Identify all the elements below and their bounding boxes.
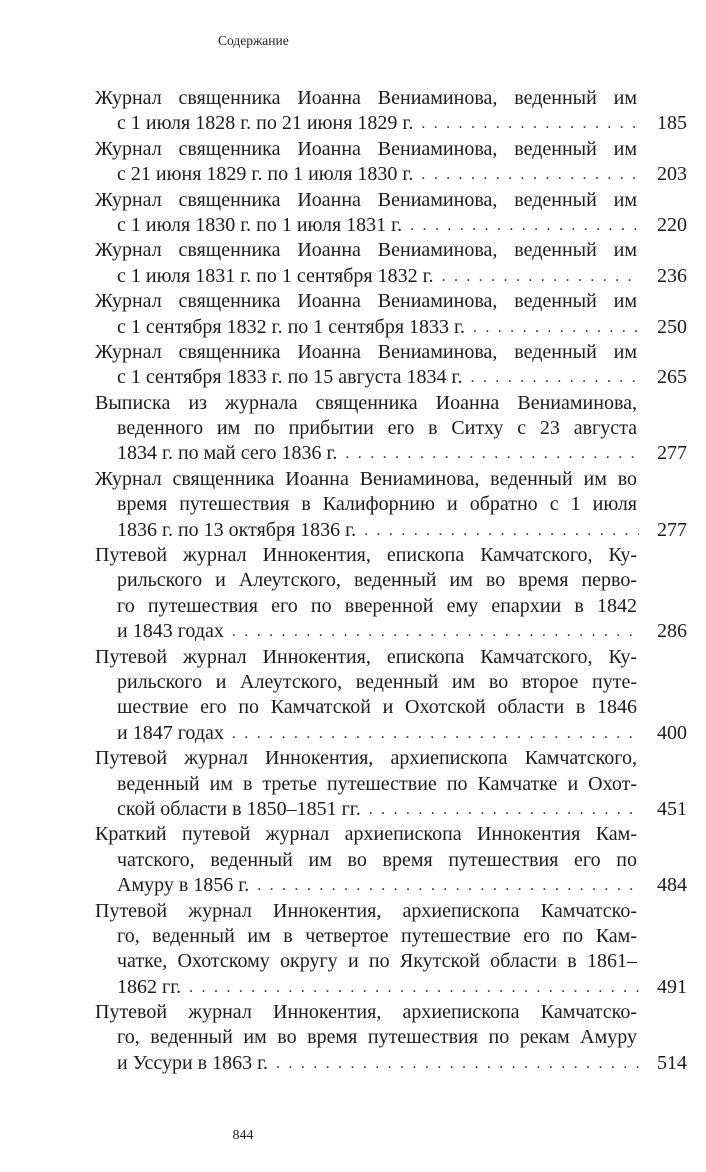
toc-entry[interactable] <box>95 822 687 898</box>
toc-entry-title-line: Краткий путевой журнал архиепископа Иннокентия Кам- <box>95 823 637 846</box>
toc-entry-last-line <box>95 162 687 187</box>
toc-entry[interactable] <box>95 188 687 239</box>
toc-entry-page-number: 250 <box>657 315 687 338</box>
toc-entry-page-number: 236 <box>657 264 687 287</box>
toc-entry-title-line: рильского и Алеутского, веденный им во второе путе- <box>117 670 637 693</box>
toc-entry-title-line: Путевой журнал Иннокентия, епископа Камчатского, Ку- <box>95 645 637 668</box>
toc-entry-page-number: 277 <box>657 442 687 465</box>
toc-entry[interactable] <box>95 645 687 747</box>
toc-entry-title-line: с 21 июня 1829 г. по 1 июля 1830 г. <box>117 163 414 186</box>
page-number: 844 <box>232 1128 254 1143</box>
toc-entry-title-line: Путевой журнал Иннокентия, архиепископа Камчатско- <box>95 1001 637 1024</box>
toc-entry-page-number: 451 <box>657 797 687 820</box>
toc-entry-page-number: 286 <box>657 620 687 643</box>
toc-entry-last-line <box>95 975 687 1000</box>
toc-entry-last-line <box>95 111 687 136</box>
toc-entry-title-line: Выписка из журнала священника Иоанна Вениаминова, <box>95 391 637 414</box>
dot-leader <box>364 518 639 543</box>
toc-entry-last-line <box>95 213 687 238</box>
dot-leader <box>473 315 639 340</box>
toc-entry-title-line: го путешествия его по вверенной ему епархии в 1842 <box>117 594 637 617</box>
toc-entry-page-number: 203 <box>657 163 687 186</box>
toc-entry-title-line: с 1 июля 1828 г. по 21 июня 1829 г. <box>117 112 414 135</box>
toc-entry-last-line <box>95 619 687 644</box>
toc-entry-title-line: веденный им в третье путешествие по Камчатке и Охот- <box>117 772 637 795</box>
dot-leader <box>471 365 640 390</box>
toc-entry-title-line: чатке, Охотскому округу и по Якутской области в 1861– <box>117 950 637 973</box>
toc-entry-title-line: го, веденный им во время путешествия по рекам Амуру <box>117 1026 637 1049</box>
toc-entry[interactable] <box>95 238 687 289</box>
toc-entry-title-line: шествие его по Камчатской и Охотской области в 1846 <box>117 696 637 719</box>
toc-entry[interactable] <box>95 289 687 340</box>
toc-entry-last-line <box>95 441 687 466</box>
toc-entry[interactable] <box>95 746 687 822</box>
dot-leader <box>276 1051 639 1076</box>
dot-leader <box>421 162 639 187</box>
toc-entry-title-line: Путевой журнал Иннокентия, епископа Камчатского, Ку- <box>95 544 637 567</box>
toc-entry-last-line <box>95 264 687 289</box>
dot-leader <box>232 619 639 644</box>
toc-entry[interactable] <box>95 340 687 391</box>
dot-leader <box>232 721 639 746</box>
toc-entry-title-line: с 1 сентября 1832 г. по 1 сентября 1833 г. <box>117 315 465 338</box>
toc-entry-title-line: с 1 сентября 1833 г. по 15 августа 1834 г. <box>117 366 463 389</box>
toc-entry-title-line: веденного им по прибытии его в Ситху с 23 августа <box>117 417 637 440</box>
toc-entry-title-line: с 1 июля 1831 г. по 1 сентября 1832 г. <box>117 264 434 287</box>
toc-entry-page-number: 484 <box>657 874 687 897</box>
toc-entry-last-line <box>95 315 687 340</box>
dot-leader <box>442 264 639 289</box>
dot-leader <box>257 873 639 898</box>
toc-entry-title-line: чатского, веденный им во время путешествия его по <box>117 848 637 871</box>
toc-entry-last-line <box>95 721 687 746</box>
toc-entry-last-line <box>95 518 687 543</box>
toc-entry-page-number: 220 <box>657 213 687 236</box>
toc-entry-page-number: 265 <box>657 366 687 389</box>
toc-entry-page-number: 185 <box>657 112 687 135</box>
toc-entry-title-line: и Уссури в 1863 г. <box>117 1051 269 1074</box>
toc-entry-title-line: ской области в 1850–1851 гг. <box>117 797 361 820</box>
dot-leader <box>369 797 639 822</box>
toc-entry[interactable] <box>95 899 687 1001</box>
toc-entry-title-line: Амуру в 1856 г. <box>117 874 250 897</box>
toc-entry-title-line: рильского и Алеутского, веденный им во время перво- <box>117 569 637 592</box>
running-head: Содержание <box>218 33 289 48</box>
dot-leader <box>189 975 639 1000</box>
toc-entry-page-number: 277 <box>657 518 687 541</box>
toc-entry-title-line: 1836 г. по 13 октября 1836 г. <box>117 518 357 541</box>
toc-entry-title-line: Журнал священника Иоанна Вениаминова, веденный им <box>95 188 637 211</box>
toc-entry[interactable] <box>95 137 687 188</box>
dot-leader <box>410 213 639 238</box>
toc-entry-page-number: 491 <box>657 975 687 998</box>
toc-entry-title-line: Журнал священника Иоанна Вениаминова, веденный им во <box>95 467 637 490</box>
toc-entry-page-number: 514 <box>657 1051 687 1074</box>
toc-entry-title-line: го, веденный им в четвертое путешествие его по Кам- <box>117 924 637 947</box>
toc-entry[interactable] <box>95 543 687 645</box>
toc-entry-title-line: Журнал священника Иоанна Вениаминова, веденный им <box>95 87 637 109</box>
toc-entry-title-line: с 1 июля 1830 г. по 1 июля 1831 г. <box>117 213 403 236</box>
toc-entry-last-line <box>95 365 687 390</box>
toc-entry[interactable] <box>95 391 687 467</box>
dot-leader <box>345 441 639 466</box>
toc-entry-title-line: Путевой журнал Иннокентия, архиепископа Камчатского, <box>95 747 637 770</box>
table-of-contents <box>95 86 687 1076</box>
toc-entry-title-line: и 1843 годах <box>117 620 224 643</box>
toc-entry-title-line: 1834 г. по май сего 1836 г. <box>117 442 338 465</box>
toc-entry[interactable] <box>95 467 687 543</box>
toc-entry-last-line <box>95 1051 687 1076</box>
toc-entry-title-line: и 1847 годах <box>117 721 224 744</box>
toc-entry[interactable] <box>95 1000 687 1076</box>
toc-entry-last-line <box>95 873 687 898</box>
dot-leader <box>421 111 639 136</box>
toc-entry-last-line <box>95 797 687 822</box>
toc-entry-title-line: Журнал священника Иоанна Вениаминова, веденный им <box>95 290 637 313</box>
toc-entry-page-number: 400 <box>657 721 687 744</box>
toc-entry-title-line: время путешествия в Калифорнию и обратно с 1 июля <box>117 493 637 516</box>
toc-entry[interactable] <box>95 86 687 137</box>
toc-entry-title-line: 1862 гг. <box>117 975 182 998</box>
toc-entry-title-line: Путевой журнал Иннокентия, архиепископа Камчатско- <box>95 899 637 922</box>
toc-entry-title-line: Журнал священника Иоанна Вениаминова, веденный им <box>95 137 637 160</box>
toc-entry-title-line: Журнал священника Иоанна Вениаминова, веденный им <box>95 239 637 262</box>
toc-entry-title-line: Журнал священника Иоанна Вениаминова, веденный им <box>95 340 637 363</box>
